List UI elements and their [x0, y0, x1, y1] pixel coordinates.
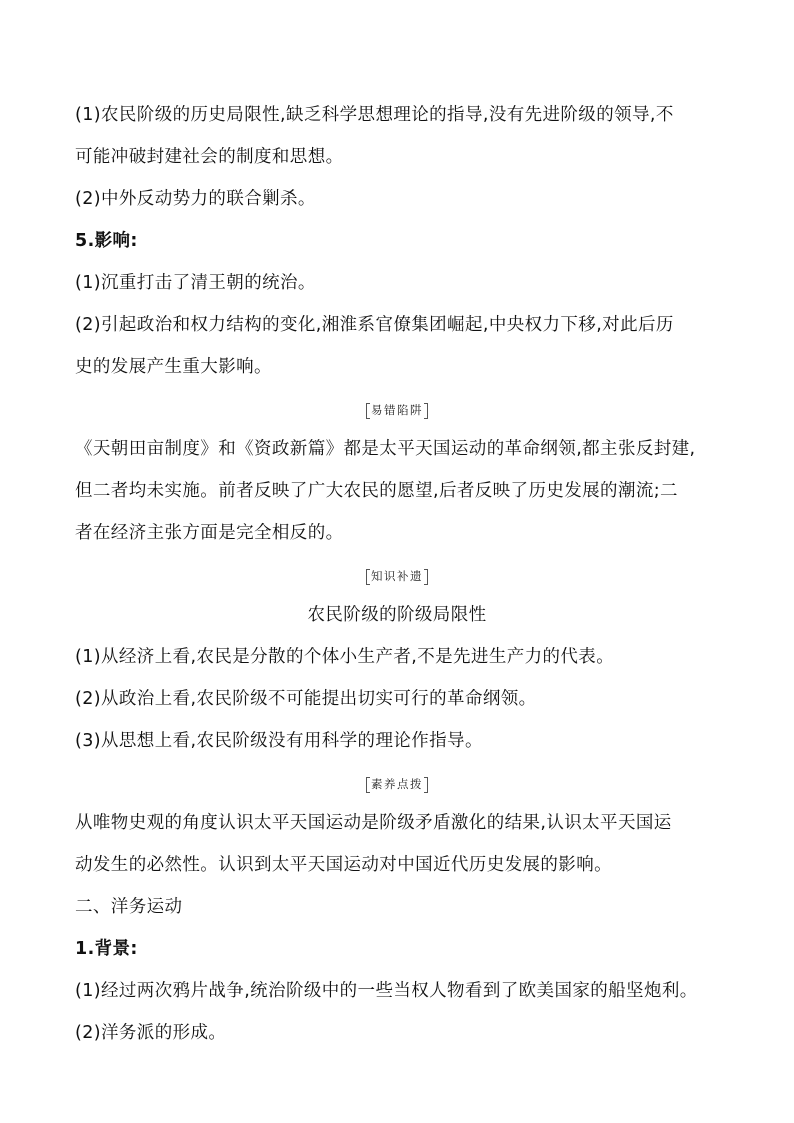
supplement-tag: [0, 568, 794, 584]
westernization-heading: 二、洋务运动: [75, 897, 183, 917]
reason-2: (2)中外反动势力的联合剿杀。: [75, 189, 316, 209]
reason-1-line-1: (1)农民阶级的历史局限性,缺乏科学思想理论的指导,没有先进阶级的领导,不: [75, 105, 674, 125]
literacy-line-2: 动发生的必然性。认识到太平天国运动对中国近代历史发展的影响。: [75, 855, 612, 875]
literacy-tag: [0, 776, 794, 792]
pitfall-tag: [0, 402, 794, 418]
pitfall-line-2: 但二者均未实施。前者反映了广大农民的愿望,后者反映了历史发展的潮流;二: [75, 481, 678, 501]
section-5-title: 5.影响:: [75, 231, 138, 251]
background-item-2: (2)洋务派的形成。: [75, 1023, 227, 1043]
impact-2-line-2: 史的发展产生重大影响。: [75, 357, 272, 377]
supplement-item-2: (2)从政治上看,农民阶级不可能提出切实可行的革命纲领。: [75, 689, 537, 709]
reason-1-line-2: 可能冲破封建社会的制度和思想。: [75, 147, 344, 167]
literacy-line-1: 从唯物史观的角度认识太平天国运动是阶级矛盾激化的结果,认识太平天国运: [75, 813, 672, 833]
pitfall-line-1: 《天朝田亩制度》和《资政新篇》都是太平天国运动的革命纲领,都主张反封建,: [75, 439, 696, 459]
impact-2-line-1: (2)引起政治和权力结构的变化,湘淮系官僚集团崛起,中央权力下移,对此后历: [75, 315, 674, 335]
supplement-item-3: (3)从思想上看,农民阶级没有用科学的理论作指导。: [75, 731, 483, 751]
background-title: 1.背景:: [75, 939, 138, 959]
impact-1: (1)沉重打击了清王朝的统治。: [75, 273, 316, 293]
supplement-item-1: (1)从经济上看,农民是分散的个体小生产者,不是先进生产力的代表。: [75, 647, 615, 667]
pitfall-line-3: 者在经济主张方面是完全相反的。: [75, 523, 344, 543]
background-item-1: (1)经过两次鸦片战争,统治阶级中的一些当权人物看到了欧美国家的船坚炮利。: [75, 981, 698, 1001]
supplement-title: 农民阶级的阶级局限性: [307, 605, 487, 625]
supplement-tag-label: 知识补遗: [366, 568, 428, 584]
literacy-tag-label: 素养点拨: [366, 776, 428, 792]
pitfall-tag-label: 易错陷阱: [366, 402, 428, 418]
